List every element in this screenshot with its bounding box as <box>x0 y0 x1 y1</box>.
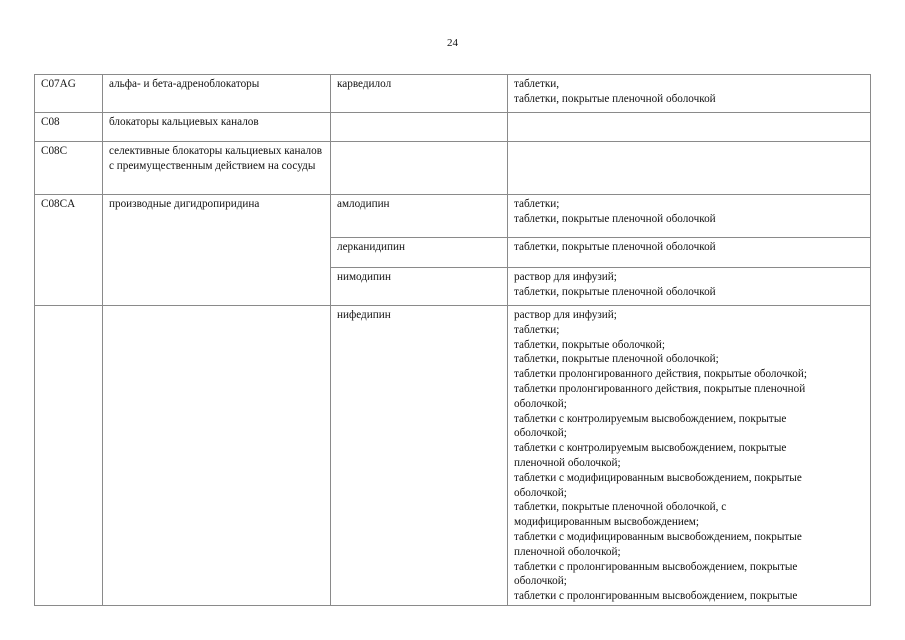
dosage-form-line: пленочной оболочкой; <box>514 456 621 469</box>
table-row <box>35 306 871 606</box>
dosage-form-line: оболочкой; <box>514 486 567 499</box>
dosage-forms-cell <box>508 142 871 195</box>
dosage-form-line: раствор для инфузий; <box>514 309 617 321</box>
dosage-forms-cell <box>508 113 871 142</box>
dosage-form-line: таблетки, покрытые пленочной оболочкой <box>514 241 716 253</box>
drug-cell: лерканидипин <box>331 238 508 268</box>
dosage-form-line: таблетки с контролируемым высвобождением, покрытые <box>514 412 787 425</box>
dosage-forms-cell <box>508 75 871 113</box>
dosage-form-line: модифицированным высвобождением; <box>514 516 699 529</box>
dosage-form-line: оболочкой; <box>514 427 567 440</box>
atc-code-cell: C08CA <box>35 195 103 306</box>
dosage-form-line: раствор для инфузий; <box>514 271 617 283</box>
table-row <box>35 195 871 238</box>
dosage-form-line: таблетки, покрытые пленочной оболочкой, с <box>514 501 727 514</box>
drug-cell: карведилол <box>331 75 508 113</box>
group-cell: селективные блокаторы кальциевых каналов с преимущественным действием на сосуды <box>103 142 331 195</box>
dosage-form-line: оболочкой; <box>514 397 567 410</box>
dosage-forms-cell <box>508 238 871 268</box>
table-row <box>35 75 871 113</box>
dosage-forms-cell <box>508 268 871 306</box>
group-cell: производные дигидропиридина <box>103 195 331 306</box>
drug-cell: нифедипин <box>331 306 508 606</box>
dosage-form-line: таблетки пролонгированного действия, покрытые пленочной <box>514 382 806 395</box>
dosage-forms-cell <box>508 195 871 238</box>
drug-cell: амлодипин <box>331 195 508 238</box>
dosage-form-line: таблетки, покрытые пленочной оболочкой; <box>514 353 719 366</box>
dosage-form-line: таблетки с модифицированным высвобождением, покрытые <box>514 530 802 543</box>
table-row <box>35 113 871 142</box>
drug-table <box>34 74 871 606</box>
dosage-form-line: таблетки, покрытые оболочкой; <box>514 338 665 351</box>
drug-cell: нимодипин <box>331 268 508 306</box>
atc-code-cell: C07AG <box>35 75 103 113</box>
atc-code-cell: C08C <box>35 142 103 195</box>
dosage-form-line: таблетки с пролонгированным высвобождением, покрытые <box>514 590 798 603</box>
dosage-form-line: таблетки; <box>514 323 560 336</box>
group-cell: альфа- и бета-адреноблокаторы <box>103 75 331 113</box>
group-cell: блокаторы кальциевых каналов <box>103 113 331 142</box>
group-cell <box>103 306 331 606</box>
dosage-form-line: таблетки, <box>514 78 560 90</box>
atc-code-cell <box>35 306 103 606</box>
atc-code-cell: C08 <box>35 113 103 142</box>
dosage-form-line: таблетки, покрытые пленочной оболочкой <box>514 92 716 105</box>
dosage-form-line: таблетки; <box>514 198 560 210</box>
dosage-forms-cell <box>508 306 871 606</box>
page-number: 24 <box>447 37 458 49</box>
dosage-form-line: таблетки, покрытые пленочной оболочкой <box>514 285 716 298</box>
drug-cell <box>331 113 508 142</box>
dosage-form-line: оболочкой; <box>514 575 567 588</box>
dosage-form-line: таблетки с пролонгированным высвобождением, покрытые <box>514 560 798 573</box>
dosage-form-line: таблетки, покрытые пленочной оболочкой <box>514 212 716 225</box>
dosage-form-line: таблетки пролонгированного действия, покрытые оболочкой; <box>514 368 807 381</box>
dosage-form-line: таблетки с модифицированным высвобождением, покрытые <box>514 471 802 484</box>
dosage-form-line: таблетки с контролируемым высвобождением, покрытые <box>514 442 787 455</box>
table-row <box>35 142 871 195</box>
dosage-form-line: пленочной оболочкой; <box>514 545 621 558</box>
drug-cell <box>331 142 508 195</box>
